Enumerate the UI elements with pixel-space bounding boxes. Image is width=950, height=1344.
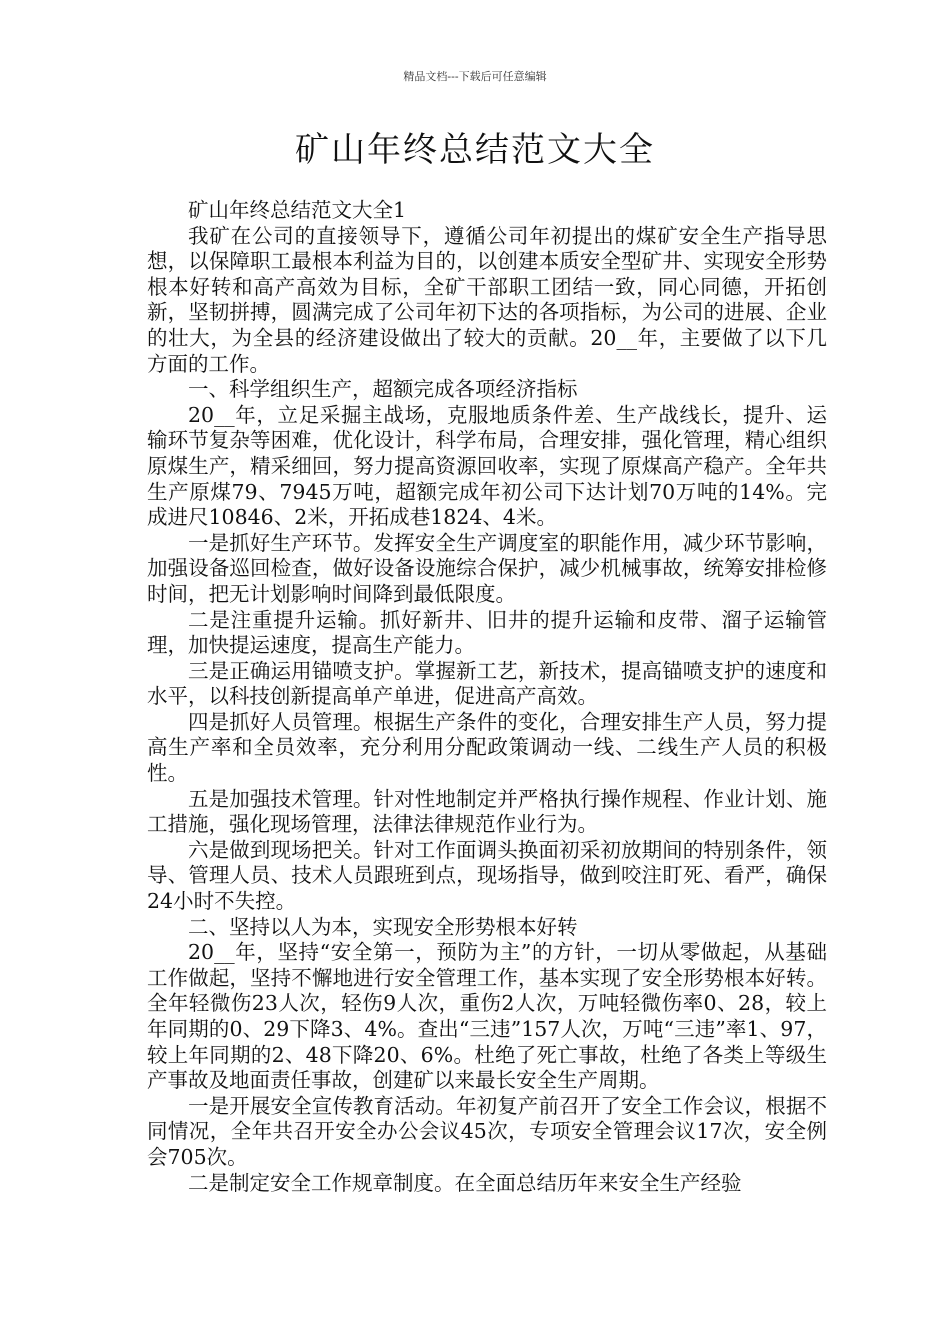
paragraph: 五是加强技术管理。针对性地制定并严格执行操作规程、作业计划、施工措施，强化现场管理，法律法律规范作业行为。	[147, 786, 827, 837]
paragraph: 一是开展安全宣传教育活动。年初复产前召开了安全工作会议，根据不同情况，全年共召开安全办公会议45次，专项安全管理会议17次，安全例会705次。	[147, 1093, 827, 1169]
paragraph: 我矿在公司的直接领导下，遵循公司年初提出的煤矿安全生产指导思想，以保障职工最根本利益为目的，以创建本质安全型矿井、实现安全形势根本好转和高产高效为目标，全矿干部职工团结一致，同心同德，开拓创新，坚韧拼搏，圆满完成了公司年初下达的各项指标，为公司的进展、企业的壮大，为全县的经济建设做出了较大的贡献。20__年，主要做了以下几方面的工作。	[147, 223, 827, 376]
paragraph: 20__年，立足采掘主战场，克服地质条件差、生产战线长，提升、运输环节复杂等困难，优化设计，科学布局，合理安排，强化管理，精心组织原煤生产，精采细回，努力提高资源回收率，实现了原煤高产稳产。全年共生产原煤79、7945万吨，超额完成年初公司下达计划70万吨的14%。完成进尺10846、2米，开拓成巷1824、4米。	[147, 402, 827, 530]
paragraph: 二是制定安全工作规章制度。在全面总结历年来安全生产经验	[188, 1170, 742, 1195]
document-title: 矿山年终总结范文大全	[295, 130, 655, 170]
page-header-note: 精品文档---下载后可任意编辑	[403, 70, 547, 83]
paragraph: 二是注重提升运输。抓好新井、旧井的提升运输和皮带、溜子运输管理，加快提运速度，提高生产能力。	[147, 607, 827, 658]
section-heading: 二、坚持以人为本，实现安全形势根本好转	[188, 914, 578, 939]
paragraph: 三是正确运用锚喷支护。掌握新工艺，新技术，提高锚喷支护的速度和水平，以科技创新提高单产单进，促进高产高效。	[147, 658, 827, 709]
paragraph: 20__年，坚持“安全第一，预防为主”的方针，一切从零做起，从基础工作做起，坚持不懈地进行安全管理工作，基本实现了安全形势根本好转。全年轻微伤23人次，轻伤9人次，重伤2人次，万吨轻微伤率0、28，较上年同期的0、29下降3、4%。查出“三违”157人次，万吨“三违”率1、97，较上年同期的2、48下降20、6%。杜绝了死亡事故，杜绝了各类上等级生产事故及地面责任事故，创建矿以来最长安全生产周期。	[147, 940, 827, 1093]
paragraph: 一是抓好生产环节。发挥安全生产调度室的职能作用，减少环节影响，加强设备巡回检查，做好设备设施综合保护，减少机械事故，统筹安排检修时间，把无计划影响时间降到最低限度。	[147, 530, 827, 606]
paragraph: 六是做到现场把关。针对工作面调头换面初采初放期间的特别条件，领导、管理人员、技术人员跟班到点，现场指导，做到咬注盯死、看严，确保24小时不失控。	[147, 837, 827, 914]
paragraph: 矿山年终总结范文大全1	[188, 198, 407, 222]
paragraph: 四是抓好人员管理。根据生产条件的变化，合理安排生产人员，努力提高生产率和全员效率，充分利用分配政策调动一线、二线生产人员的积极性。	[147, 709, 827, 786]
section-heading: 一、科学组织生产，超额完成各项经济指标	[188, 377, 578, 402]
document-body	[147, 198, 827, 1196]
